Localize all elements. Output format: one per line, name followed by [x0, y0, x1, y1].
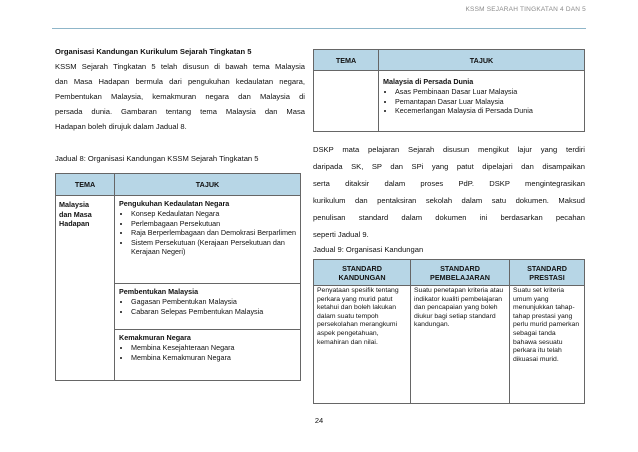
tajuk-title: Pengukuhan Kedaulatan Negara: [119, 199, 230, 208]
tajuk-list: [119, 343, 296, 362]
table8-caption: Jadual 8: Organisasi Kandungan KSSM Sejarah Tingkatan 5: [55, 154, 259, 163]
paragraph-line: penulisan standard dalam dokumen ini berdasarkan pecahan: [313, 213, 585, 222]
tajuk-title: Malaysia di Persada Dunia: [383, 77, 474, 86]
page-number: 24: [314, 416, 324, 425]
tajuk-item: • Asas Pembinaan Dasar Luar Malaysia: [395, 87, 580, 97]
table8-continued: [313, 49, 585, 132]
tajuk-title: Kemakmuran Negara: [119, 333, 191, 342]
intro-paragraph: [55, 59, 305, 134]
paragraph-line: DSKP mata pelajaran Sejarah disusun mengikut lajur yang terdiri: [313, 145, 585, 154]
tajuk-group: [115, 330, 301, 381]
dskp-paragraph: [313, 141, 585, 243]
paragraph-line: Hadapan boleh dirujuk dalam Jadual 8.: [55, 122, 187, 131]
tajuk-item: • Raja Berperlembagaan dan Demokrasi Berparlimen: [131, 228, 296, 238]
table8: [55, 173, 301, 381]
table8-header-tajuk: TAJUK: [115, 174, 301, 196]
paragraph-line: serta ditaksir dalam proses PdP. DSKP mengintegrasikan: [313, 179, 585, 188]
tajuk-item: • Pemantapan Dasar Luar Malaysia: [395, 97, 580, 107]
paragraph-line: KSSM Sejarah Tingkatan 5 telah disusun di bawah tema Malaysia: [55, 62, 305, 71]
tajuk-group: [379, 71, 585, 132]
running-header: KSSM SEJARAH TINGKATAN 4 DAN 5: [465, 6, 586, 13]
tajuk-item: • Kecemerlangan Malaysia di Persada Dunia: [395, 106, 580, 116]
tema-line: Malaysia: [59, 200, 89, 209]
tajuk-item: • Konsep Kedaulatan Negara: [131, 209, 296, 219]
paragraph-line: persada dunia. Gambaran tentang tema Malaysia dan Masa: [55, 107, 305, 116]
tajuk-group: [115, 284, 301, 330]
table9: [313, 259, 585, 404]
table8c-header-tema: TEMA: [314, 50, 379, 71]
paragraph-line: daripada SK, SP dan SPi yang patut dipelajari dan disampaikan: [313, 162, 585, 171]
table9-cell-sk: Penyataan spesifik tentang perkara yang murid patut ketahui dan boleh lakukan dalam suatu tempoh persekolahan merangkumi aspek pengetahuan, kemahiran dan nilai.: [314, 286, 411, 404]
paragraph-line: kurikulum dan pentaksiran sekolah dalam satu dokumen. Maksud: [313, 196, 585, 205]
paragraph-line: seperti Jadual 9.: [313, 230, 369, 239]
tema-line: dan Masa: [59, 209, 92, 219]
header-rule: [52, 28, 586, 29]
tajuk-group: [115, 196, 301, 284]
tajuk-item: • Perlembagaan Persekutuan: [131, 219, 296, 229]
table8-header-tema: TEMA: [56, 174, 115, 196]
tajuk-item: • Gagasan Pembentukan Malaysia: [131, 297, 296, 307]
tema-line: Hadapan: [59, 219, 90, 229]
tajuk-list: [119, 297, 296, 316]
table9-cell-spi: Suatu set kriteria umum yang menunjukkan tahap-tahap prestasi yang perlu murid pamerkan sebagai tanda bahawa sesuatu perkara itu telah dikuasai murid.: [510, 286, 585, 404]
table9-caption: Jadual 9: Organisasi Kandungan: [313, 245, 424, 254]
table9-header-sp: STANDARD PEMBELAJARAN: [411, 260, 510, 286]
paragraph-line: dan Masa Hadapan bermula dari pengukuhan kedaulatan negara,: [55, 77, 305, 86]
tajuk-item: • Sistem Persekutuan (Kerajaan Persekutuan dan Kerajaan Negeri): [131, 238, 296, 257]
table9-cell-sp: Suatu penetapan kriteria atau indikator kualiti pembelajaran dan pencapaian yang boleh diukur bagi setiap standard kandungan.: [411, 286, 510, 404]
tema-cell-empty: [314, 71, 379, 132]
tajuk-list: [119, 209, 296, 257]
table9-header-sk: STANDARD KANDUNGAN: [314, 260, 411, 286]
tajuk-item: • Membina Kesejahteraan Negara: [131, 343, 296, 353]
section-heading: Organisasi Kandungan Kurikulum Sejarah Tingkatan 5: [55, 47, 252, 56]
tema-cell: [56, 196, 115, 381]
tajuk-item: • Cabaran Selepas Pembentukan Malaysia: [131, 307, 296, 317]
tajuk-title: Pembentukan Malaysia: [119, 287, 199, 296]
tajuk-list: [383, 87, 580, 116]
table9-header-spi: STANDARD PRESTASI: [510, 260, 585, 286]
tajuk-item: • Membina Kemakmuran Negara: [131, 353, 296, 363]
paragraph-line: Pembentukan Malaysia, kemakmuran negara dan Malaysia di: [55, 92, 305, 101]
table8c-header-tajuk: TAJUK: [379, 50, 585, 71]
